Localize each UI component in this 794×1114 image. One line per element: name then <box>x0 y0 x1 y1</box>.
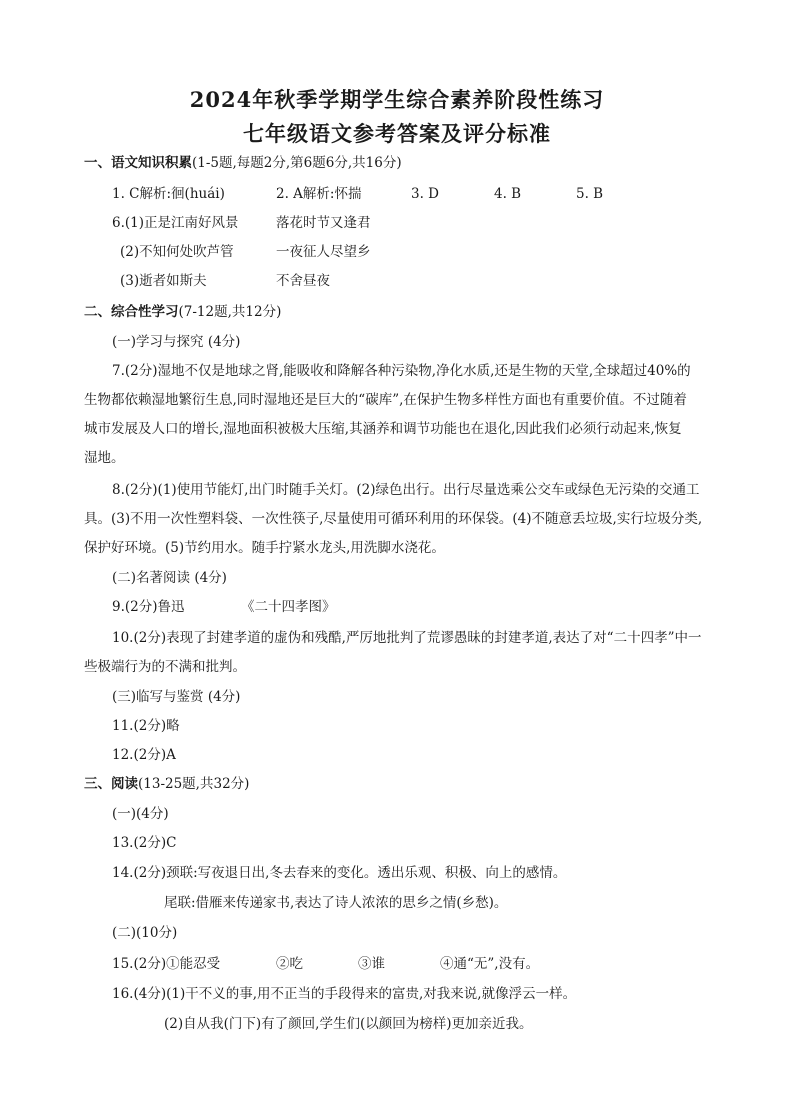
page-title: 2024年秋季学期学生综合素养阶段性练习 <box>189 87 605 112</box>
subsection-copying: (三)临写与鉴赏 (4分) <box>112 689 241 705</box>
answer-q15-a: 15.(2分)①能忍受 <box>112 956 221 972</box>
subsection-reading-2: (二)(10分) <box>112 925 178 941</box>
answer-q6-3: (3)逝者如斯夫 <box>120 273 207 289</box>
subsection-reading-1: (一)(4分) <box>112 806 169 822</box>
answer-q15-c: ③谁 <box>358 956 385 972</box>
answer-q7-line-2: 生物都依赖湿地繁衍生息,同时湿地还是巨大的“碳库”,在保护生物多样性方面也有重要价值。不过随着 <box>84 392 687 408</box>
subsection-study: (一)学习与探究 (4分) <box>112 334 241 350</box>
subsection-reading-classics: (二)名著阅读 (4分) <box>112 570 227 586</box>
answer-q6-2-b: 一夜征人尽望乡 <box>276 244 371 260</box>
section-3-title: 三、阅读 <box>84 776 138 792</box>
answer-q8-line-1: 8.(2分)(1)使用节能灯,出门时随手关灯。(2)绿色出行。出行尽量选乘公交车或绿色无污染的交通工 <box>112 482 700 498</box>
answer-q13: 13.(2分)C <box>112 835 177 851</box>
page-subtitle: 七年级语文参考答案及评分标准 <box>243 121 551 146</box>
answer-q9-b: 《二十四孝图》 <box>241 599 336 615</box>
section-2-title: 二、综合性学习 <box>84 304 179 320</box>
answer-q10-line-1: 10.(2分)表现了封建孝道的虚伪和残酷,严厉地批判了荒谬愚昧的封建孝道,表达了对“二十四孝”中一 <box>112 630 702 646</box>
section-1-title: 一、语文知识积累 <box>84 155 192 171</box>
answer-q8-line-3: 保护好环境。(5)节约用水。随手拧紧水龙头,用洗脚水浇花。 <box>84 540 445 556</box>
section-2-heading <box>84 303 281 321</box>
answer-q9-a: 9.(2分)鲁迅 <box>112 599 185 615</box>
answer-q2: 2. A解析:怀揣 <box>276 186 362 202</box>
section-3-note: (13-25题,共32分) <box>138 776 250 792</box>
answer-q14-line-1: 14.(2分)颈联:写夜退日出,冬去春来的变化。透出乐观、积极、向上的感情。 <box>112 865 567 881</box>
answer-q8-line-2: 具。(3)不用一次性塑料袋、一次性筷子,尽量使用可循环利用的环保袋。(4)不随意丢垃圾,实行垃圾分类, <box>84 511 703 527</box>
answer-q16-line-1: 16.(4分)(1)干不义的事,用不正当的手段得来的富贵,对我来说,就像浮云一样。 <box>112 986 577 1002</box>
answer-q4: 4. B <box>494 186 522 202</box>
answer-q1: 1. C解析:徊(huái) <box>112 186 225 202</box>
answer-q6-1: 6.(1)正是江南好风景 <box>112 215 239 231</box>
answer-q15-d: ④通“无”,没有。 <box>440 956 540 972</box>
answer-q3: 3. D <box>411 186 439 202</box>
answer-q10-line-2: 些极端行为的不满和批判。 <box>84 659 246 675</box>
section-1-heading <box>84 154 402 172</box>
answer-q11: 11.(2分)略 <box>112 718 180 734</box>
answer-q14-line-2: 尾联:借雁来传递家书,表达了诗人浓浓的思乡之情(乡愁)。 <box>164 895 508 911</box>
answer-q7-line-4: 湿地。 <box>84 450 125 466</box>
section-2-note: (7-12题,共12分) <box>178 304 282 320</box>
answer-q7-line-3: 城市发展及人口的增长,湿地面积被极大压缩,其涵养和调节功能也在退化,因此我们必须行动起来,恢复 <box>84 421 682 437</box>
answer-q15-b: ②吃 <box>276 956 303 972</box>
answer-q6-1-b: 落花时节又逢君 <box>276 215 371 231</box>
section-3-heading <box>84 775 249 793</box>
answer-q16-line-2: (2)自从我(门下)有了颜回,学生们(以颜回为榜样)更加亲近我。 <box>164 1016 533 1032</box>
answer-q12: 12.(2分)A <box>112 747 176 763</box>
answer-q7-line-1: 7.(2分)湿地不仅是地球之肾,能吸收和降解各种污染物,净化水质,还是生物的天堂,全球超过40%的 <box>112 363 691 379</box>
answer-q6-3-b: 不舍昼夜 <box>276 273 330 289</box>
answer-q5: 5. B <box>576 186 604 202</box>
answer-q6-2: (2)不知何处吹芦管 <box>120 244 234 260</box>
section-1-note: (1-5题,每题2分,第6题6分,共16分) <box>192 155 402 171</box>
